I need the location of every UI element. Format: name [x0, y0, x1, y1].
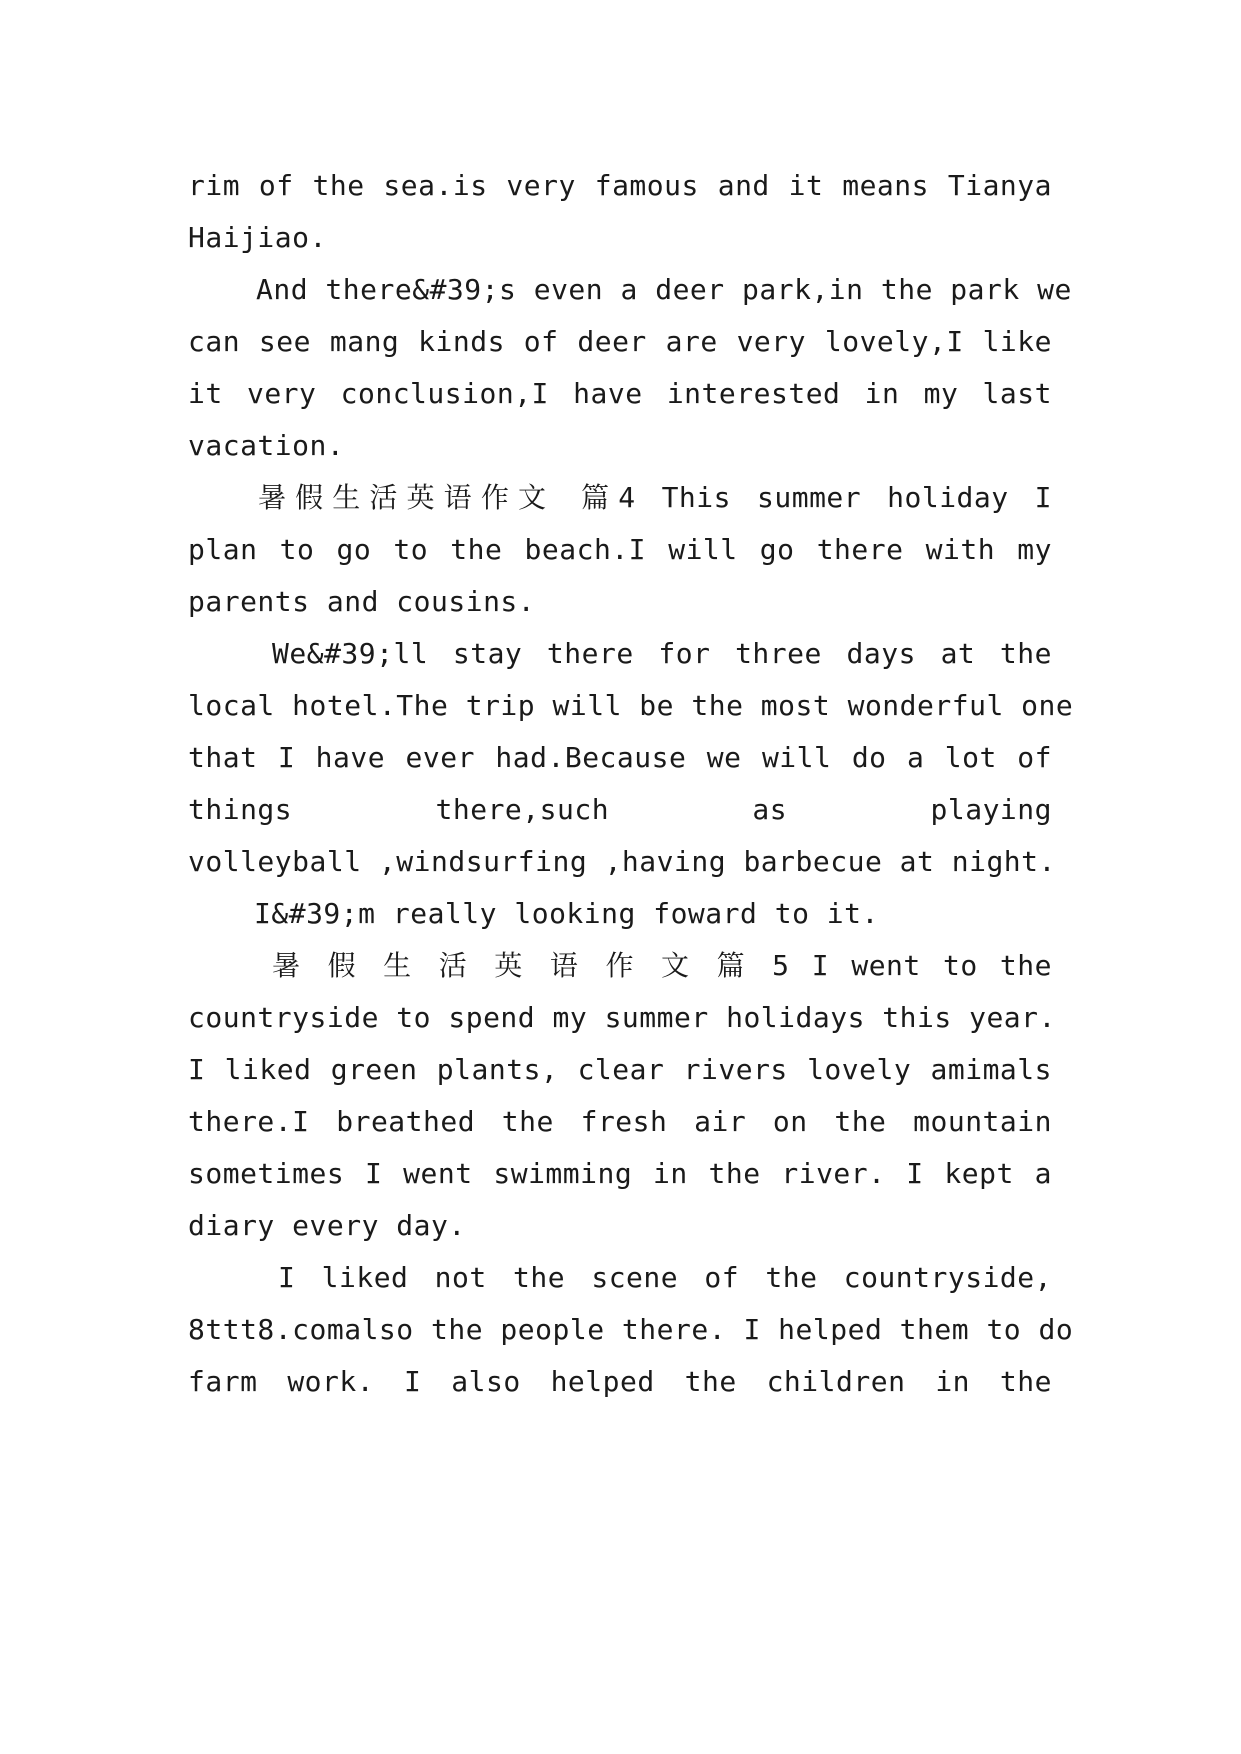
- text-line: volleyball ,windsurfing ,having barbecue at night.: [188, 845, 1056, 878]
- text-line: rim of the sea.is very famous and it means Tianya: [188, 169, 1052, 202]
- text-line: things there,such as playing: [188, 793, 1052, 826]
- section-heading-4: 暑假生活英语作文 篇4 This summer holiday I: [258, 481, 1052, 514]
- text-line: plan to go to the beach.I will go there with my: [188, 533, 1052, 566]
- text-line: countryside to spend my summer holidays this year.: [188, 1001, 1056, 1034]
- text-line: Haijiao.: [188, 221, 327, 254]
- paragraph-start: I&#39;m really looking foward to it.: [254, 897, 879, 930]
- text-line: it very conclusion,I have interested in my last: [188, 377, 1052, 410]
- text-line: farm work. I also helped the children in the: [188, 1365, 1052, 1398]
- text-line: diary every day.: [188, 1209, 466, 1242]
- text-line: there.I breathed the fresh air on the mountain: [188, 1105, 1052, 1138]
- text-line: 8ttt8.comalso the people there. I helped them to do: [188, 1313, 1074, 1346]
- text-line: I liked green plants, clear rivers lovely amimals: [188, 1053, 1052, 1086]
- text-line: local hotel.The trip will be the most wonderful one: [188, 689, 1074, 722]
- text-line: vacation.: [188, 429, 345, 462]
- text-line: that I have ever had.Because we will do a lot of: [188, 741, 1052, 774]
- text-line: can see mang kinds of deer are very lovely,I like: [188, 325, 1052, 358]
- section-heading-5: 暑 假 生 活 英 语 作 文 篇 5 I went to the: [272, 949, 1052, 982]
- paragraph-start: And there&#39;s even a deer park,in the park we: [256, 273, 1072, 306]
- text-line: sometimes I went swimming in the river. I kept a: [188, 1157, 1052, 1190]
- paragraph-start: We&#39;ll stay there for three days at the: [272, 637, 1052, 670]
- paragraph-start: I liked not the scene of the countryside,: [278, 1261, 1052, 1294]
- text-line: parents and cousins.: [188, 585, 536, 618]
